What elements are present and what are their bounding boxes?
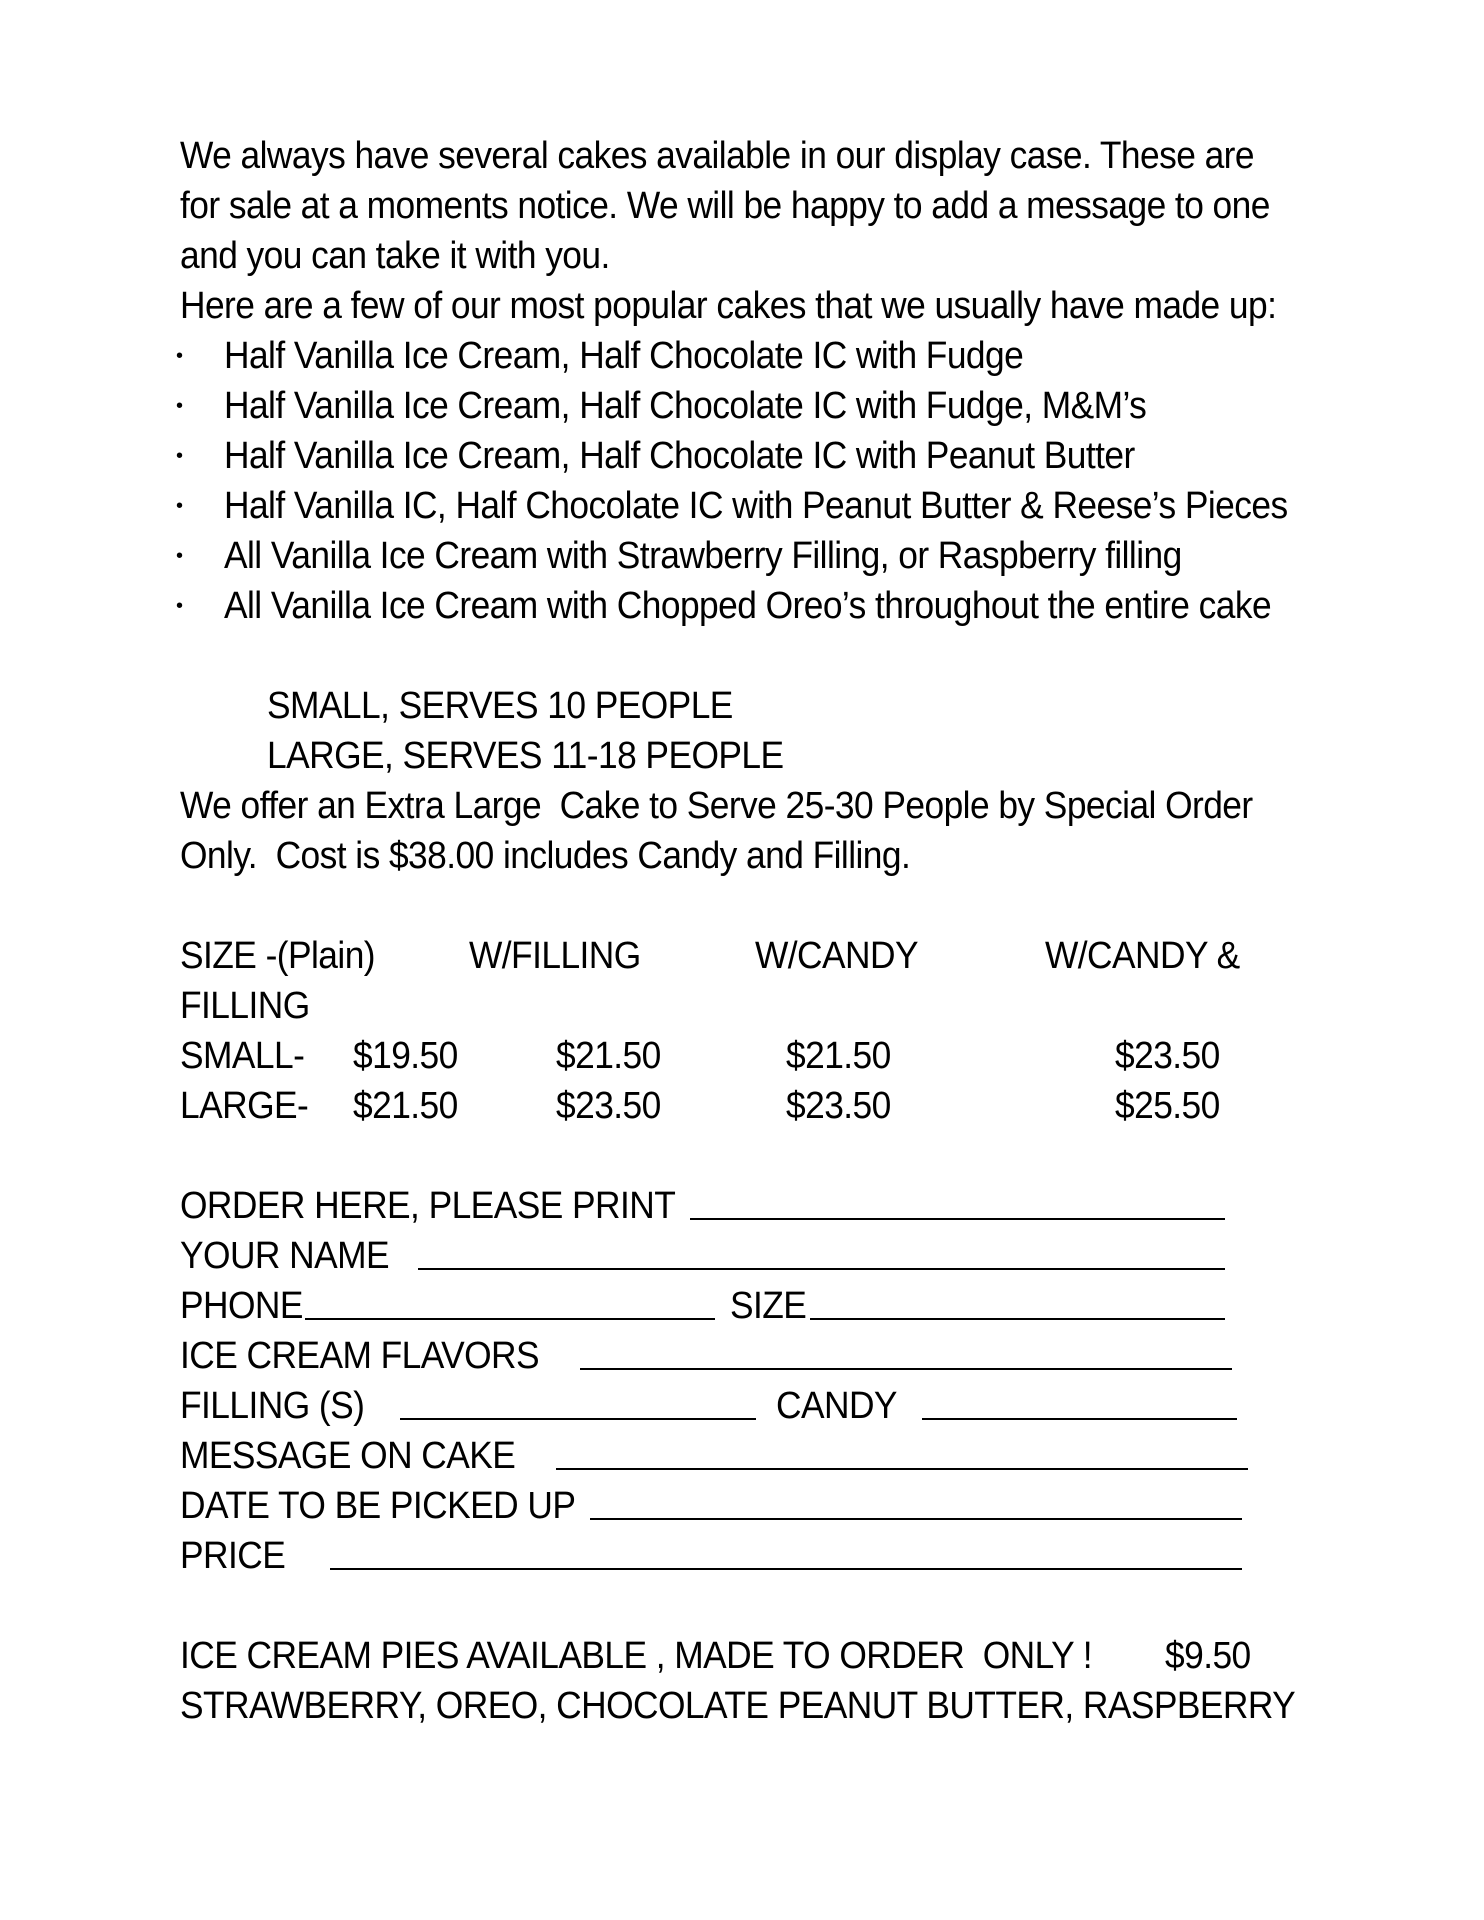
price-field[interactable]: [330, 1568, 1242, 1570]
message-on-cake-label: MESSAGE ON CAKE: [180, 1435, 516, 1477]
price-cell: $25.50: [1115, 1085, 1220, 1127]
bullet-icon: •: [176, 345, 184, 367]
candy-field[interactable]: [922, 1418, 1237, 1420]
header-w-candy: W/CANDY: [755, 935, 918, 977]
price-label: PRICE: [180, 1535, 286, 1577]
size-label: SIZE: [730, 1285, 807, 1327]
candy-label: CANDY: [776, 1385, 897, 1427]
phone-label: PHONE: [180, 1285, 303, 1327]
bullet-icon: •: [176, 445, 184, 467]
list-item: All Vanilla Ice Cream with Chopped Oreo’s throughout the entire cake: [224, 585, 1272, 627]
intro-line-3: and you can take it with you.: [180, 235, 610, 277]
size-small: SMALL, SERVES 10 PEOPLE: [267, 685, 733, 727]
extra-large-line-1: We offer an Extra Large Cake to Serve 25-30 People by Special Order: [180, 785, 1253, 827]
intro-line-4: Here are a few of our most popular cakes that we usually have made up:: [180, 285, 1277, 327]
bullet-icon: •: [176, 545, 184, 567]
price-cell: $21.50: [556, 1035, 661, 1077]
price-cell: $19.50: [353, 1035, 458, 1077]
intro-line-2: for sale at a moments notice. We will be happy to add a message to one: [180, 185, 1270, 227]
fillings-field[interactable]: [400, 1418, 756, 1420]
price-cell: $23.50: [556, 1085, 661, 1127]
bullet-icon: •: [176, 495, 184, 517]
price-cell: $21.50: [786, 1035, 891, 1077]
pies-price: $9.50: [1165, 1635, 1251, 1677]
pickup-date-field[interactable]: [590, 1518, 1242, 1520]
price-cell: $21.50: [353, 1085, 458, 1127]
price-cell: $23.50: [786, 1085, 891, 1127]
intro-line-1: We always have several cakes available in our display case. These are: [180, 135, 1254, 177]
list-item: Half Vanilla Ice Cream, Half Chocolate IC with Fudge: [224, 335, 1024, 377]
header-filling: FILLING: [180, 985, 310, 1027]
fillings-label: FILLING (S): [180, 1385, 365, 1427]
phone-field[interactable]: [305, 1318, 715, 1320]
message-on-cake-field[interactable]: [556, 1468, 1248, 1470]
header-w-candy-and: W/CANDY &: [1045, 935, 1240, 977]
ice-cream-flavors-field[interactable]: [580, 1368, 1232, 1370]
order-here-label: ORDER HERE, PLEASE PRINT: [180, 1185, 676, 1227]
your-name-label: YOUR NAME: [180, 1235, 390, 1277]
your-name-field[interactable]: [418, 1268, 1225, 1270]
header-w-filling: W/FILLING: [469, 935, 641, 977]
bullet-icon: •: [176, 595, 184, 617]
pies-availability: ICE CREAM PIES AVAILABLE , MADE TO ORDER ONLY !: [180, 1635, 1092, 1677]
row-size: SMALL-: [180, 1035, 305, 1077]
list-item: Half Vanilla Ice Cream, Half Chocolate IC with Fudge, M&M’s: [224, 385, 1147, 427]
pies-flavors: STRAWBERRY, OREO, CHOCOLATE PEANUT BUTTER, RASPBERRY: [180, 1685, 1296, 1727]
size-large: LARGE, SERVES 11-18 PEOPLE: [267, 735, 784, 777]
size-field[interactable]: [810, 1318, 1225, 1320]
list-item: Half Vanilla Ice Cream, Half Chocolate IC with Peanut Butter: [224, 435, 1135, 477]
list-item: Half Vanilla IC, Half Chocolate IC with Peanut Butter & Reese’s Pieces: [224, 485, 1288, 527]
ice-cream-flavors-label: ICE CREAM FLAVORS: [180, 1335, 540, 1377]
header-size-plain: SIZE -(Plain): [180, 935, 376, 977]
order-here-field[interactable]: [690, 1218, 1225, 1220]
pickup-date-label: DATE TO BE PICKED UP: [180, 1485, 576, 1527]
row-size: LARGE-: [180, 1085, 309, 1127]
list-item: All Vanilla Ice Cream with Strawberry Filling, or Raspberry filling: [224, 535, 1182, 577]
price-cell: $23.50: [1115, 1035, 1220, 1077]
bullet-icon: •: [176, 395, 184, 417]
extra-large-line-2: Only. Cost is $38.00 includes Candy and Filling.: [180, 835, 911, 877]
